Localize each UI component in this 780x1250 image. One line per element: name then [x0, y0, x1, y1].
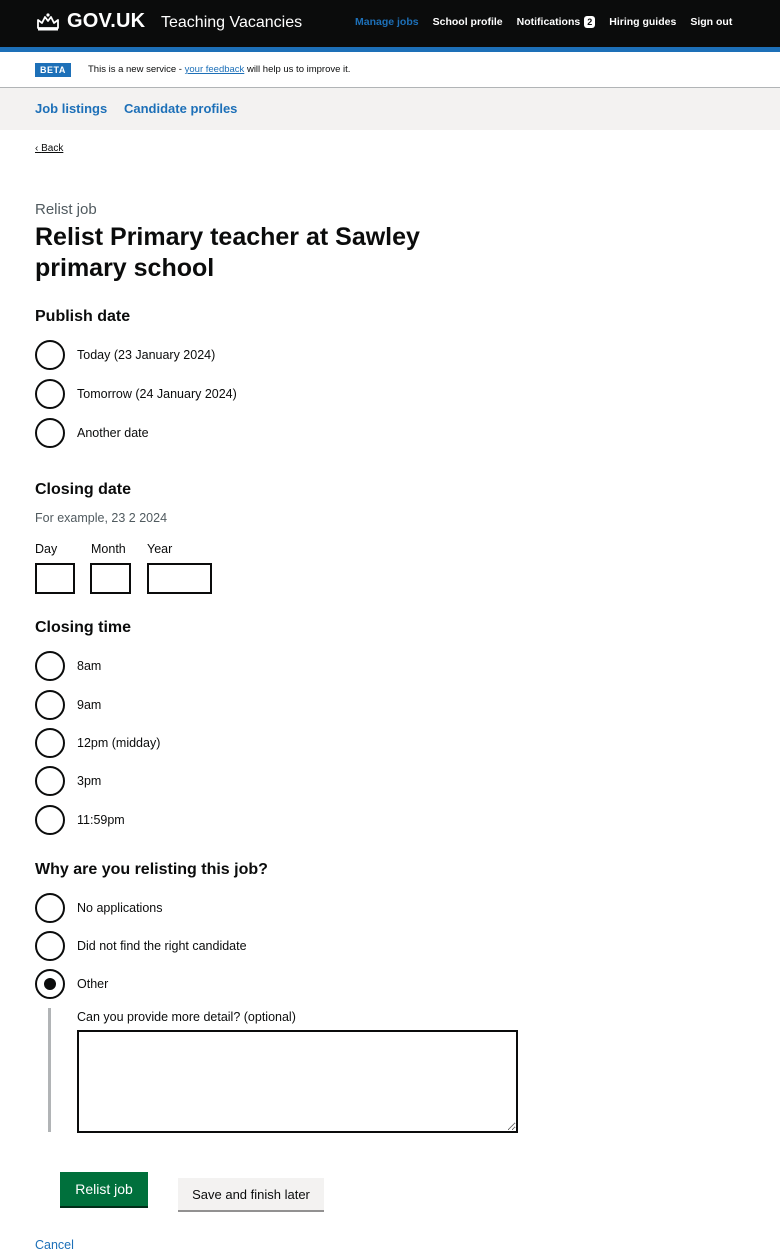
radio-button[interactable] [35, 690, 65, 720]
nav-sign-out[interactable]: Sign out [690, 16, 733, 28]
relist-reason-option-no-applications[interactable] [35, 893, 162, 923]
beta-tag: BETA [35, 63, 71, 77]
radio-label[interactable]: 12pm (midday) [77, 736, 161, 750]
page-title: Relist Primary teacher at Sawley primary school [35, 223, 420, 282]
radio-button[interactable] [35, 805, 65, 835]
nav-hiring-guides[interactable]: Hiring guides [609, 16, 677, 28]
logo-text: GOV.UK [67, 10, 146, 32]
day-label: Day [35, 542, 58, 556]
closing-date-heading: Closing date [35, 481, 132, 498]
relist-reason-option-other[interactable] [35, 969, 108, 999]
publish-date-option-tomorrow[interactable] [35, 379, 237, 409]
radio-button-selected[interactable] [35, 969, 65, 999]
cancel-link[interactable]: Cancel [35, 1238, 74, 1250]
govuk-logo[interactable] [35, 10, 145, 33]
month-label: Month [91, 542, 126, 556]
radio-label[interactable]: 11:59pm [77, 813, 125, 827]
beta-text: This is a new service - your feedback will help us to improve it. [88, 64, 351, 75]
subnav-candidate-profiles[interactable]: Candidate profiles [124, 101, 238, 116]
detail-textarea[interactable] [77, 1030, 518, 1133]
closing-time-heading: Closing time [35, 619, 132, 636]
year-input[interactable] [147, 563, 212, 594]
radio-label[interactable]: Tomorrow (24 January 2024) [77, 387, 237, 401]
beta-banner [0, 52, 780, 88]
nav-notifications[interactable] [517, 16, 596, 28]
notifications-count-badge: 2 [584, 16, 595, 28]
year-label: Year [147, 542, 173, 556]
conditional-reveal-bar [48, 1008, 51, 1132]
radio-label[interactable]: Today (23 January 2024) [77, 348, 216, 362]
closing-time-option-3pm[interactable] [35, 766, 101, 796]
radio-button[interactable] [35, 418, 65, 448]
feedback-link[interactable]: your feedback [184, 64, 245, 75]
relist-reason-heading: Why are you relisting this job? [35, 861, 268, 878]
nav-notifications-label: Notifications [516, 16, 581, 28]
radio-button[interactable] [35, 931, 65, 961]
closing-time-option-12pm[interactable] [35, 728, 160, 758]
closing-time-option-1159pm[interactable] [35, 805, 125, 835]
closing-time-option-8am[interactable] [35, 651, 101, 681]
radio-label[interactable]: No applications [77, 901, 163, 915]
radio-button[interactable] [35, 379, 65, 409]
closing-time-option-9am[interactable] [35, 690, 101, 720]
publish-date-option-another[interactable] [35, 418, 149, 448]
header-nav [355, 16, 732, 28]
relist-reason-option-no-candidate[interactable] [35, 931, 247, 961]
site-header [0, 0, 780, 47]
radio-button[interactable] [35, 893, 65, 923]
page-caption: Relist job [35, 201, 97, 218]
publish-date-heading: Publish date [35, 308, 131, 325]
month-input[interactable] [90, 563, 131, 594]
radio-label[interactable]: Other [77, 977, 109, 991]
subnav-job-listings[interactable]: Job listings [35, 101, 108, 116]
back-link[interactable]: ‹ Back [35, 143, 64, 154]
service-name[interactable]: Teaching Vacancies [161, 14, 303, 31]
radio-label[interactable]: Another date [77, 426, 149, 440]
radio-label[interactable]: 8am [77, 659, 102, 673]
crown-icon [35, 12, 61, 32]
radio-button[interactable] [35, 728, 65, 758]
radio-button[interactable] [35, 651, 65, 681]
save-and-finish-later-button[interactable]: Save and finish later [178, 1178, 324, 1210]
day-input[interactable] [35, 563, 75, 594]
radio-label[interactable]: 3pm [77, 774, 102, 788]
publish-date-option-today[interactable] [35, 340, 215, 370]
nav-manage-jobs[interactable]: Manage jobs [355, 16, 419, 28]
relist-job-button[interactable]: Relist job [60, 1172, 148, 1206]
closing-date-hint: For example, 23 2 2024 [35, 511, 168, 525]
radio-label[interactable]: Did not find the right candidate [77, 939, 247, 953]
radio-button[interactable] [35, 766, 65, 796]
nav-school-profile[interactable]: School profile [432, 16, 503, 28]
sub-navigation [0, 88, 780, 130]
radio-button[interactable] [35, 340, 65, 370]
detail-label: Can you provide more detail? (optional) [77, 1010, 296, 1024]
radio-label[interactable]: 9am [77, 698, 102, 712]
